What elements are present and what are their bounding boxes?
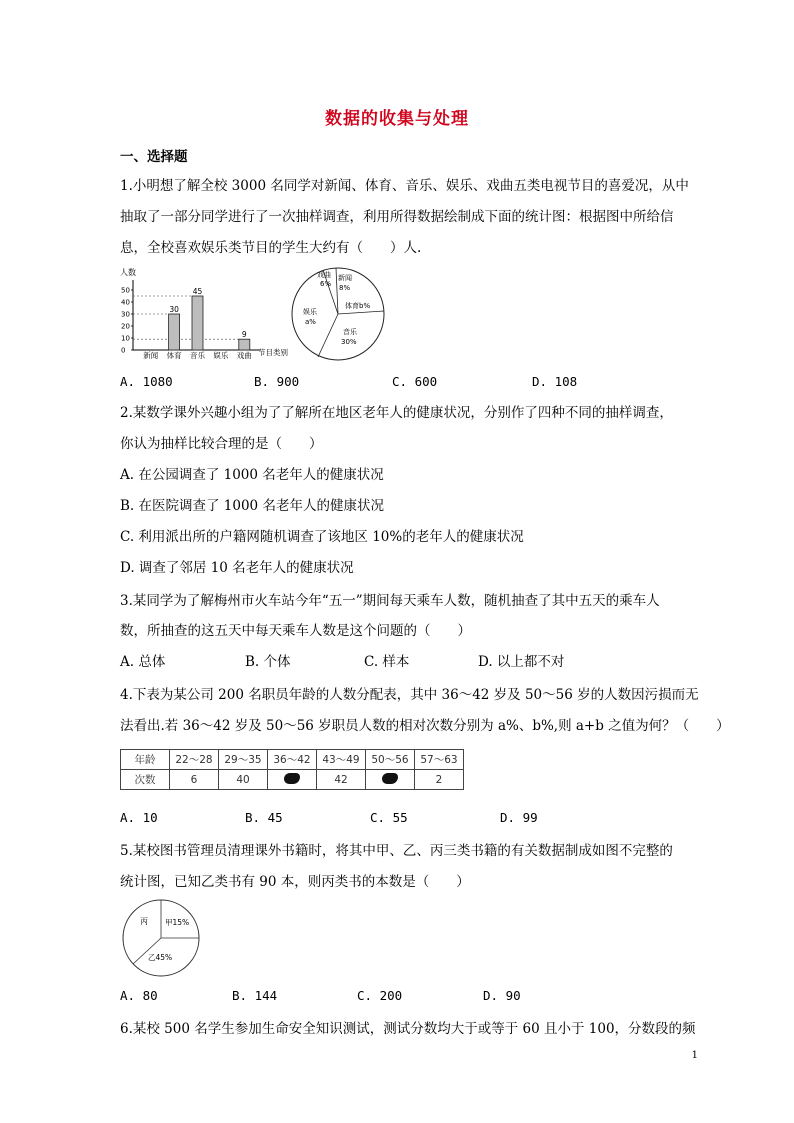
bar-data-label: 45 (192, 287, 203, 296)
q5-pie-label-jia: 甲15% (165, 918, 190, 927)
q2-option-d[interactable]: D. 调查了邻居 10 名老年人的健康状况 (120, 560, 354, 576)
table-cell-count: 40 (219, 770, 268, 790)
bar-category-label: 娱乐 (213, 351, 229, 360)
ink-smudge (284, 773, 300, 784)
table-cell-count: 2 (415, 770, 464, 790)
page-number: 1 (691, 1050, 698, 1061)
table-cell-smudged (268, 770, 317, 790)
q5-option-c[interactable]: C. 200 (357, 988, 403, 1003)
table-cell-range: 22～28 (170, 750, 219, 770)
q3-line-1: 3.某同学为了解梅州市火车站今年“五一”期间每天乘车人数，随机抽查了其中五天的乘车人 (120, 593, 660, 609)
q2-line-2: 你认为抽样比较合理的是（ ） (120, 436, 323, 452)
bar-ytick-label: 0 (121, 346, 126, 355)
q4-line-1: 4.下表为某公司 200 名职员年龄的人数分配表，其中 36～42 岁及 50～56 岁的人数因污损而无 (120, 687, 699, 703)
bar-category-label: 体育 (166, 351, 182, 360)
q2-option-c[interactable]: C. 利用派出所的户籍网随机调查了该地区 10%的老年人的健康状况 (120, 529, 524, 545)
bar-ytick-label: 10 (121, 334, 130, 343)
q4-option-b[interactable]: B. 45 (245, 810, 283, 825)
bar-ytick-label: 30 (121, 310, 130, 319)
bar-category-label: 新闻 (143, 351, 159, 360)
q3-option-c[interactable]: C. 样本 (364, 654, 410, 670)
q5-pie-label-bing: 丙 (140, 917, 148, 926)
table-cell-range: 50～56 (366, 750, 415, 770)
q2-line-1: 2.某数学课外兴趣小组为了了解所在地区老年人的健康状况，分别作了四种不同的抽样调查， (120, 405, 673, 421)
pie-label-music: 音乐 (343, 328, 357, 336)
bar-xlabel: 节目类别 (258, 348, 288, 357)
pie-label-ent-pct: a% (305, 318, 316, 326)
q4-option-a[interactable]: A. 10 (120, 810, 158, 825)
table-cell-count: 6 (170, 770, 219, 790)
section-heading: 一、选择题 (120, 149, 188, 165)
q3-option-b[interactable]: B. 个体 (245, 654, 291, 670)
q4-option-c[interactable]: C. 55 (370, 810, 408, 825)
pie-label-music-pct: 30% (341, 338, 357, 346)
table-cell-range: 43～49 (317, 750, 366, 770)
bar-mark (169, 314, 180, 350)
bar-ytick-label: 50 (121, 286, 130, 295)
table-row-ages (121, 750, 464, 770)
q5-option-a[interactable]: A. 80 (120, 988, 158, 1003)
q1-option-a[interactable]: A. 1080 (120, 374, 173, 389)
q5-line-2: 统计图，已知乙类书有 90 本，则丙类书的本数是（ ） (120, 874, 470, 890)
q1-line-2: 抽取了一部分同学进行了一次抽样调查，利用所得数据绘制成下面的统计图：根据图中所给信 (120, 209, 674, 225)
bar-ylabel: 人数 (120, 268, 136, 277)
q4-option-d[interactable]: D. 99 (500, 810, 538, 825)
q4-age-table-wrap (120, 749, 464, 790)
pie-label-news-pct: 8% (339, 284, 351, 292)
q3-option-a[interactable]: A. 总体 (120, 654, 166, 670)
q5-pie-chart (120, 898, 202, 978)
table-row-counts (121, 770, 464, 790)
pie-label-opera: 戏曲 (317, 271, 331, 279)
pie-label-ent: 娱乐 (303, 308, 317, 316)
q2-option-b[interactable]: B. 在医院调查了 1000 名老年人的健康状况 (120, 498, 384, 514)
q5-option-d[interactable]: D. 90 (483, 988, 521, 1003)
table-count-label: 次数 (121, 770, 170, 790)
bar-category-label: 戏曲 (236, 351, 252, 360)
bar-mark (192, 296, 203, 350)
q5-line-1: 5.某校图书管理员清理课外书籍时，将其中甲、乙、丙三类书籍的有关数据制成如图不完整的 (120, 843, 673, 859)
q5-pie-label-yi: 乙45% (148, 953, 173, 962)
q1-option-d[interactable]: D. 108 (532, 374, 578, 389)
pie-label-sports: 体育b% (345, 302, 371, 310)
q3-line-2: 数，所抽查的这五天中每天乘车人数是这个问题的（ ） (120, 623, 471, 639)
ink-smudge (382, 773, 398, 784)
bar-data-label: 9 (241, 330, 247, 340)
table-cell-range: 57～63 (415, 750, 464, 770)
table-header-label: 年龄 (121, 750, 170, 770)
q5-option-b[interactable]: B. 144 (232, 988, 278, 1003)
table-cell-range: 29～35 (219, 750, 268, 770)
q1-line-1: 1.小明想了解全校 3000 名同学对新闻、体育、音乐、娱乐、戏曲五类电视节目的喜爱况，从中 (120, 178, 689, 194)
q4-age-table (120, 749, 464, 790)
bar-category-label: 音乐 (190, 351, 205, 360)
q6-line-1: 6.某校 500 名学生参加生命安全知识测试，测试分数均大于或等于 60 且小于 100，分数段的频 (120, 1021, 696, 1037)
pie-label-news: 新闻 (338, 274, 352, 282)
q3-option-d[interactable]: D. 以上都不对 (478, 654, 565, 670)
table-cell-range: 36～42 (268, 750, 317, 770)
q4-line-2: 法看出.若 36～42 岁及 50～56 岁职员人数的相对次数分别为 a%、b%,则 a+b 之值为何？（ ） (120, 718, 730, 734)
bar-ytick-label: 40 (121, 298, 130, 307)
q1-line-3: 息，全校喜欢娱乐类节目的学生大约有（ ）人. (120, 240, 422, 256)
q1-bar-chart (118, 266, 288, 366)
q1-pie-chart (283, 264, 393, 364)
q1-option-b[interactable]: B. 900 (254, 374, 300, 389)
bar-mark (239, 339, 250, 350)
q2-option-a[interactable]: A. 在公园调查了 1000 名老年人的健康状况 (120, 467, 384, 483)
bar-ytick-label: 20 (121, 322, 130, 331)
q1-option-c[interactable]: C. 600 (392, 374, 438, 389)
bar-data-label: 30 (169, 305, 179, 314)
table-cell-smudged (366, 770, 415, 790)
table-cell-count: 42 (317, 770, 366, 790)
pie-label-opera-pct: 6% (320, 280, 332, 288)
page-title: 数据的收集与处理 (325, 109, 469, 129)
